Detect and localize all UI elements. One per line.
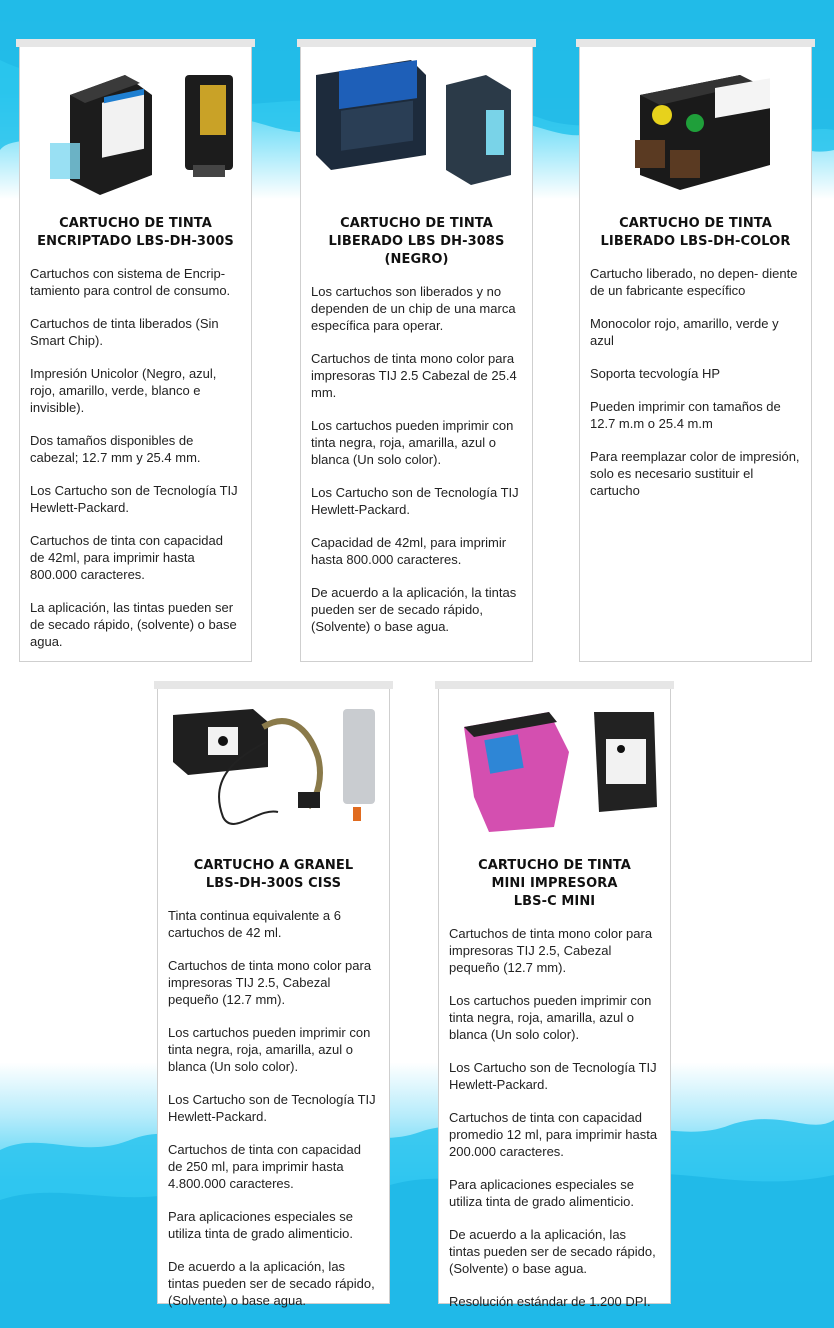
product-paragraph: Dos tamaños disponibles de cabezal; 12.7 mm y 25.4 mm. [30,433,201,465]
product-paragraph: Resolución estándar de 1.200 DPI. [449,1294,651,1309]
product-paragraph: De acuerdo a la aplicación, la tintas pueden ser de secado rápido, (Solvente) o base agua. [311,585,517,634]
product-paragraph: Cartuchos de tinta mono color para impresoras TIJ 2.5, Cabezal pequeño (12.7 mm). [449,926,653,975]
product-paragraph: Los cartuchos pueden imprimir con tinta negra, roja, amarilla, azul o blanca (Un solo color). [449,993,652,1042]
product-title: CARTUCHO DE TINTA LIBERADO LBS DH-308S (NEGRO) [328,216,505,267]
product-paragraph: Para aplicaciones especiales se utiliza tinta de grado alimenticio. [449,1177,634,1209]
product-paragraph: Los Cartucho son de Tecnología TIJ Hewlett-Packard. [30,483,238,515]
product-paragraph: Cartuchos de tinta con capacidad de 250 ml, para imprimir hasta 4.800.000 caracteres. [168,1142,361,1191]
product-paragraph: Cartuchos con sistema de Encrip- tamiento para control de consumo. [30,266,231,298]
product-paragraph: Los Cartucho son de Tecnología TIJ Hewlett-Packard. [168,1092,376,1124]
background-splash-bottom [0,1080,834,1328]
product-paragraph: Soporta tecvología HP [590,366,721,381]
product-paragraph: Para aplicaciones especiales se utiliza tinta de grado alimenticio. [168,1209,353,1241]
product-card-liberado-negro [300,46,533,662]
mini-cartridge-icon [449,697,660,847]
product-paragraph: Cartuchos de tinta mono color para impresoras TIJ 2.5, Cabezal pequeño (12.7 mm). [168,958,372,1007]
product-card-mini [438,688,671,1309]
product-paragraph: Los cartuchos pueden imprimir con tinta negra, roja, amarilla, azul o blanca (Un solo color). [311,418,514,467]
card-cap [16,39,255,47]
product-paragraph: Cartucho liberado, no depen- diente de un fabricante específico [590,266,798,298]
card-cap [154,681,393,689]
card-cap [297,39,536,47]
product-card-liberado-color [579,46,812,662]
card-cap [435,681,674,689]
product-paragraph: Cartuchos de tinta liberados (Sin Smart Chip). [30,316,219,348]
product-paragraph: Tinta continua equivalente a 6 cartuchos de 42 ml. [168,908,341,940]
product-title: CARTUCHO DE TINTA LIBERADO LBS-DH-COLOR [600,216,791,249]
bulk-ink-system-icon [168,697,379,847]
cartridge-encrypted-icon [30,55,241,205]
cartridge-black-icon [311,55,522,205]
product-paragraph: Impresión Unicolor (Negro, azul, rojo, amarillo, verde, blanco e invisible). [30,366,217,415]
product-paragraph: Los Cartucho son de Tecnología TIJ Hewlett-Packard. [449,1060,657,1092]
product-paragraph: Capacidad de 42ml, para imprimir hasta 800.000 caracteres. [311,535,507,567]
product-paragraph: Cartuchos de tinta con capacidad promedio 12 ml, para imprimir hasta 200.000 caracteres. [449,1110,658,1159]
product-paragraph: Pueden imprimir con tamaños de 12.7 m.m o 25.4 m.m [590,399,781,431]
product-paragraph: De acuerdo a la aplicación, las tintas pueden ser de secado rápido, (Solvente) o base agua. [449,1227,656,1276]
product-title: CARTUCHO DE TINTA ENCRIPTADO LBS-DH-300S [37,216,234,249]
product-title: CARTUCHO DE TINTA MINI IMPRESORA LBS-C MINI [478,858,631,909]
product-paragraph: Cartuchos de tinta mono color para impresoras TIJ 2.5 Cabezal de 25.4 mm. [311,351,517,400]
product-paragraph: La aplicación, las tintas pueden ser de secado rápido, (solvente) o base agua. [30,600,237,649]
cartridge-color-icon [590,55,801,205]
product-paragraph: De acuerdo a la aplicación, las tintas pueden ser de secado rápido, (Solvente) o base agua. [168,1259,375,1308]
product-card-encriptado [19,46,252,662]
product-card-granel-ciss [157,688,390,1308]
product-paragraph: Los cartuchos son liberados y no dependen de un chip de una marca específica para operar. [311,284,516,333]
product-paragraph: Los Cartucho son de Tecnología TIJ Hewlett-Packard. [311,485,519,517]
product-paragraph: Monocolor rojo, amarillo, verde y azul [590,316,779,348]
product-paragraph: Cartuchos de tinta con capacidad de 42ml, para imprimir hasta 800.000 caracteres. [30,533,223,582]
card-cap [576,39,815,47]
product-title: CARTUCHO A GRANEL LBS-DH-300S CISS [193,858,354,891]
product-paragraph: Para reemplazar color de impresión, solo es necesario sustituir el cartucho [590,449,800,498]
product-paragraph: Los cartuchos pueden imprimir con tinta negra, roja, amarilla, azul o blanca (Un solo color). [168,1025,371,1074]
